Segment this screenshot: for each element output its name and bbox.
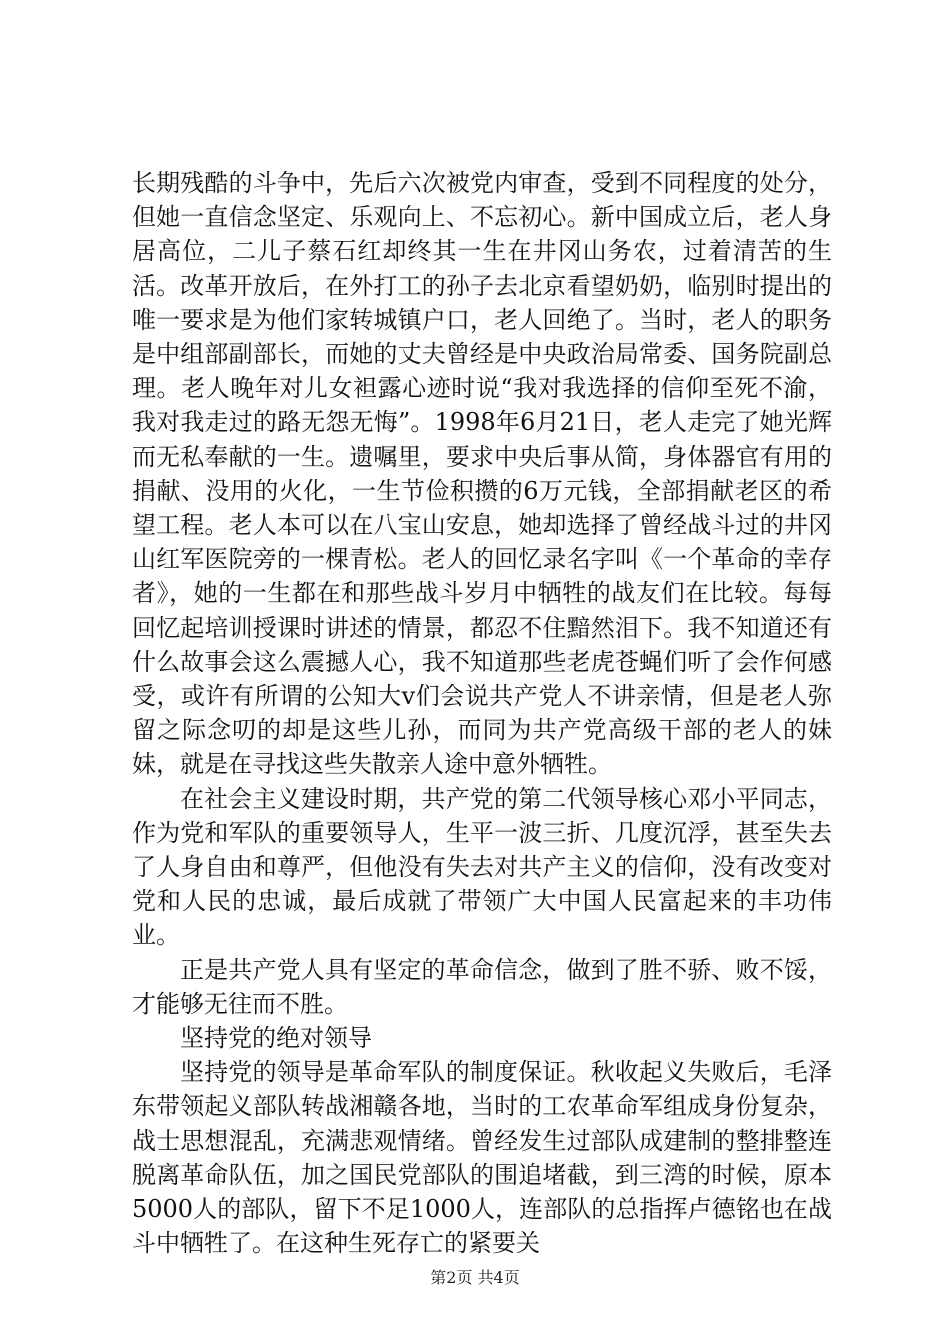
document-body (132, 166, 832, 1261)
body-paragraph: 在社会主义建设时期，共产党的第二代领导核心邓小平同志，作为党和军队的重要领导人，生平一波三折、几度沉浮，甚至失去了人身自由和尊严，但他没有失去对共产主义的信仰，没有改变对党和人民的忠诚，最后成就了带领广大中国人民富起来的丰功伟业。 (132, 784, 832, 950)
body-paragraph: 长期残酷的斗争中，先后六次被党内审查，受到不同程度的处分，但她一直信念坚定、乐观向上、不忘初心。新中国成立后，老人身居高位，二儿子蔡石红却终其一生在井冈山务农，过着清苦的生活。改革开放后，在外打工的孙子去北京看望奶奶，临别时提出的唯一要求是为他们家转城镇户口，老人回绝了。当时，老人的职务是中组部副部长，而她的丈夫曾经是中央政治局常委、国务院副总理。老人晚年对儿女袒露心迹时说“我对我选择的信仰至死不渝，我对我走过的路无怨无悔”。1998年6月21日，老人走完了她光辉而无私奉献的一生。遗嘱里，要求中央后事从简，身体器官有用的捐献、没用的火化，一生节俭积攒的6万元钱，全部捐献老区的希望工程。老人本可以在八宝山安息，她却选择了曾经战斗过的井冈山红军医院旁的一棵青松。老人的回忆录名字叫《一个革命的幸存者》，她的一生都在和那些战斗岁月中牺牲的战友们在比较。每每回忆起培训授课时讲述的情景，都忍不住黯然泪下。我不知道还有什么故事会这么震撼人心，我不知道那些老虎苍蝇们听了会作何感受，或许有所谓的公知大v们会说共产党人不讲亲情，但是老人弥留之际念叨的却是这些儿孙，而同为共产党高级干部的老人的妹妹，就是在寻找这些失散亲人途中意外牺牲。 (132, 169, 832, 779)
section-heading: 坚持党的绝对领导 (180, 1024, 372, 1053)
body-paragraph: 正是共产党人具有坚定的革命信念，做到了胜不骄、败不馁，才能够无往而不胜。 (132, 955, 832, 1018)
body-paragraph: 坚持党的领导是革命军队的制度保证。秋收起义失败后，毛泽东带领起义部队转战湘赣各地，当时的工农革命军组成身份复杂，战士思想混乱，充满悲观情绪。曾经发生过部队成建制的整排整连脱离革命队伍，加之国民党部队的围追堵截，到三湾的时候，原本5000人的部队，留下不足1000人，连部队的总指挥卢德铭也在战斗中牺牲了。在这种生死存亡的紧要关 (132, 1058, 832, 1258)
page-number: 第2页 共4页 (430, 1268, 520, 1287)
page-footer (0, 1268, 950, 1288)
